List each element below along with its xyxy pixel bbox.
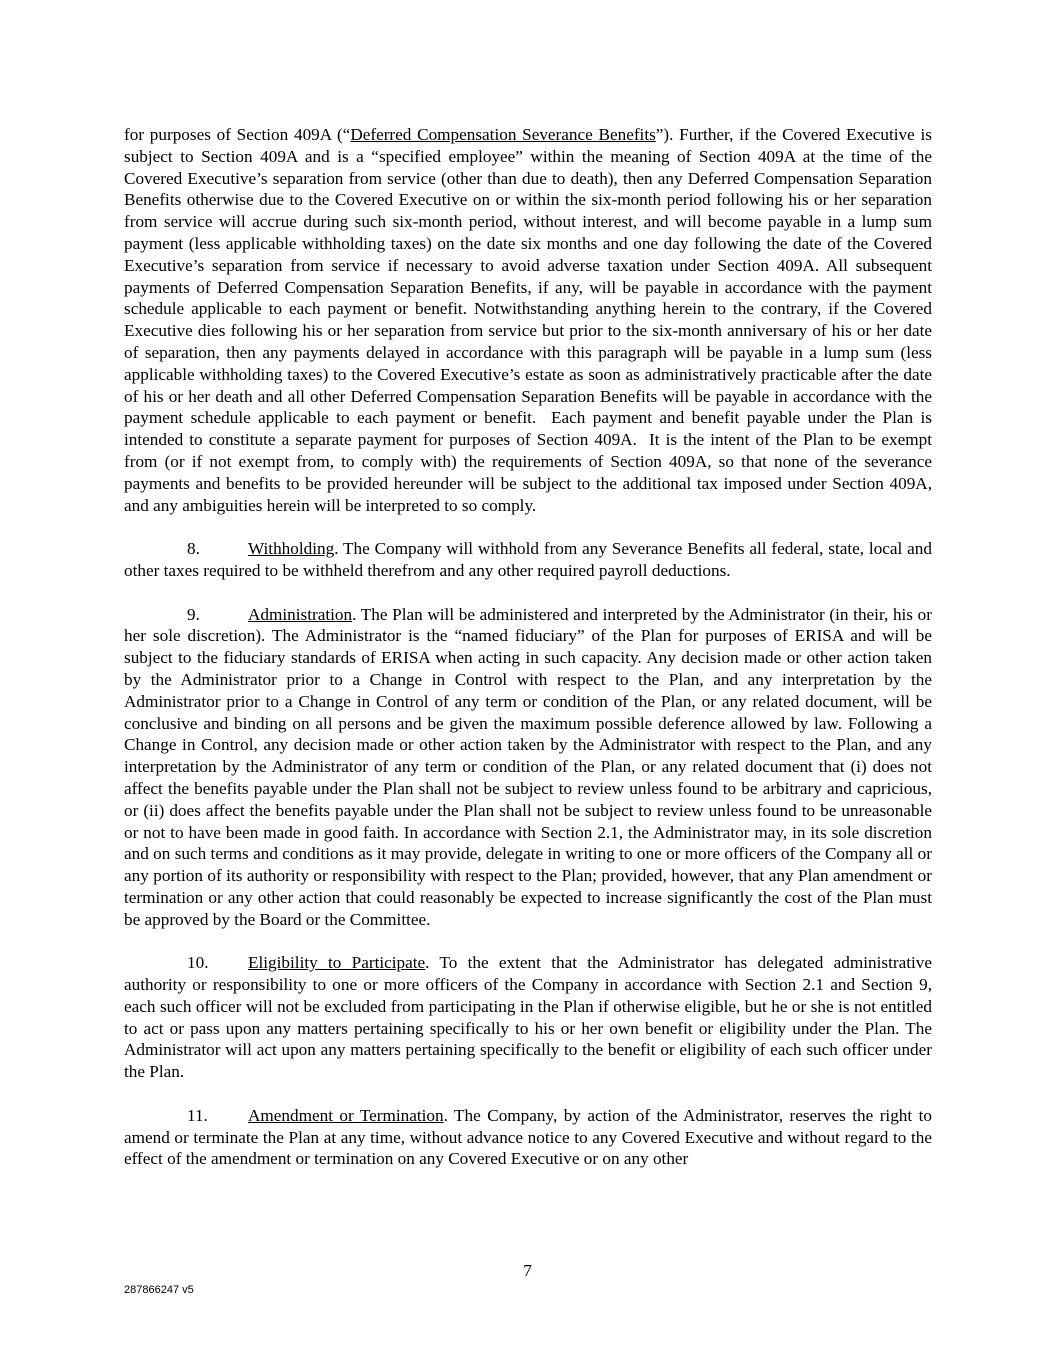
section-number: 9.: [187, 604, 200, 624]
document-id: 287866247 v5: [124, 1284, 194, 1296]
section-heading: Withholding: [248, 539, 335, 559]
section-amendment: [124, 1105, 932, 1170]
section-text: . To the extent that the Administrator has delegated administrative authority or responsibility to one or more officers of the Company in accordance with Section 2.1 and Section 9, each such officer will not be excluded from participating in the Plan if otherwise eligible, but he or she is not entitled to act or pass upon any matters pertaining specifically to his or her own benefit or eligibility under the Plan. The Administrator will act upon any matters pertaining specifically to the benefit or eligibility of each such officer under the Plan.: [124, 953, 932, 1082]
section-text: . The Plan will be administered and interpreted by the Administrator (in their, his or her sole discretion). The Administrator is the “named fiduciary” of the Plan for purposes of ERISA and will be subject to the fiduciary standards of ERISA when acting in such capacity. Any decision made or other action taken by the Administrator prior to a Change in Control with respect to the Plan, and any interpretation by the Administrator prior to a Change in Control of any term or condition of the Plan, or any related document, will be conclusive and binding on all persons and be given the maximum possible deference allowed by law. Following a Change in Control, any decision made or other action taken by the Administrator with respect to the Plan, and any interpretation by the Administrator of any term or condition of the Plan, or any related document that (i) does not affect the benefits payable under the Plan shall not be subject to review unless found to be arbitrary and capricious, or (ii) does affect the benefits payable under the Plan shall not be subject to review unless found to be unreasonable or not to have been made in good faith. In accordance with Section 2.1, the Administrator may, in its sole discretion and on such terms and conditions as it may provide, delegate in writing to one or more officers of the Company all or any portion of its authority or responsibility with respect to the Plan; provided, however, that any Plan amendment or termination or any other action that could reasonably be expected to increase significantly the cost of the Plan must be approved by the Board or the Committee.: [124, 604, 932, 929]
section-text: . The Company, by action of the Administrator, reserves the right to amend or terminate the Plan at any time, without advance notice to any Covered Executive and without regard to the effect of the amendment or termination on any Covered Executive or on any other: [124, 1105, 932, 1169]
section-heading: Amendment or Termination: [248, 1105, 444, 1125]
section-withholding: [124, 538, 932, 582]
section-eligibility: [124, 952, 932, 1083]
continuation-text: ”). Further, if the Covered Executive is subject to Section 409A and is a “specified employee” within the meaning of Section 409A at the time of the Covered Executive’s separation from service (other than due to death), then any Deferred Compensation Separation Benefits otherwise due to the Covered Executive on or within the six-month period following his or her separation from service will accrue during such six-month period, without interest, and will become payable in a lump sum payment (less applicable withholding taxes) on the date six months and one day following the date of the Covered Executive’s separation from service if necessary to avoid adverse taxation under Section 409A. All subsequent payments of Deferred Compensation Separation Benefits, if any, will be payable in accordance with the payment schedule applicable to each payment or benefit. Notwithstanding anything herein to the contrary, if the Covered Executive dies following his or her separation from service but prior to the six-month anniversary of his or her date of separation, then any payments delayed in accordance with this paragraph will be payable in a lump sum (less applicable withholding taxes) to the Covered Executive’s estate as soon as administratively practicable after the date of his or her death and all other Deferred Compensation Separation Benefits will be payable in accordance with the payment schedule applicable to each payment or benefit. Each payment and benefit payable under the Plan is intended to constitute a separate payment for purposes of Section 409A. It is the intent of the Plan to be exempt from (or if not exempt from, to comply with) the requirements of Section 409A, so that none of the severance payments and benefits to be provided hereunder will be subject to the additional tax imposed under Section 409A, and any ambiguities herein will be interpreted to so comply.: [124, 125, 932, 515]
section-heading: Administration: [248, 604, 353, 624]
section-text: . The Company will withhold from any Severance Benefits all federal, state, local and other taxes required to be withheld therefrom and any other required payroll deductions.: [124, 539, 932, 580]
section-number: 10.: [187, 953, 209, 973]
document-body: [124, 124, 932, 1192]
section-administration: [124, 604, 932, 931]
section-number: 8.: [187, 539, 200, 559]
page-number: 7: [523, 1261, 532, 1280]
section-number: 11.: [187, 1105, 208, 1125]
section-heading: Eligibility to Participate: [248, 953, 426, 973]
defined-term: Deferred Compensation Severance Benefits: [350, 125, 656, 144]
continuation-paragraph: [124, 124, 932, 516]
continuation-intro: for purposes of Section 409A (“: [124, 125, 351, 144]
